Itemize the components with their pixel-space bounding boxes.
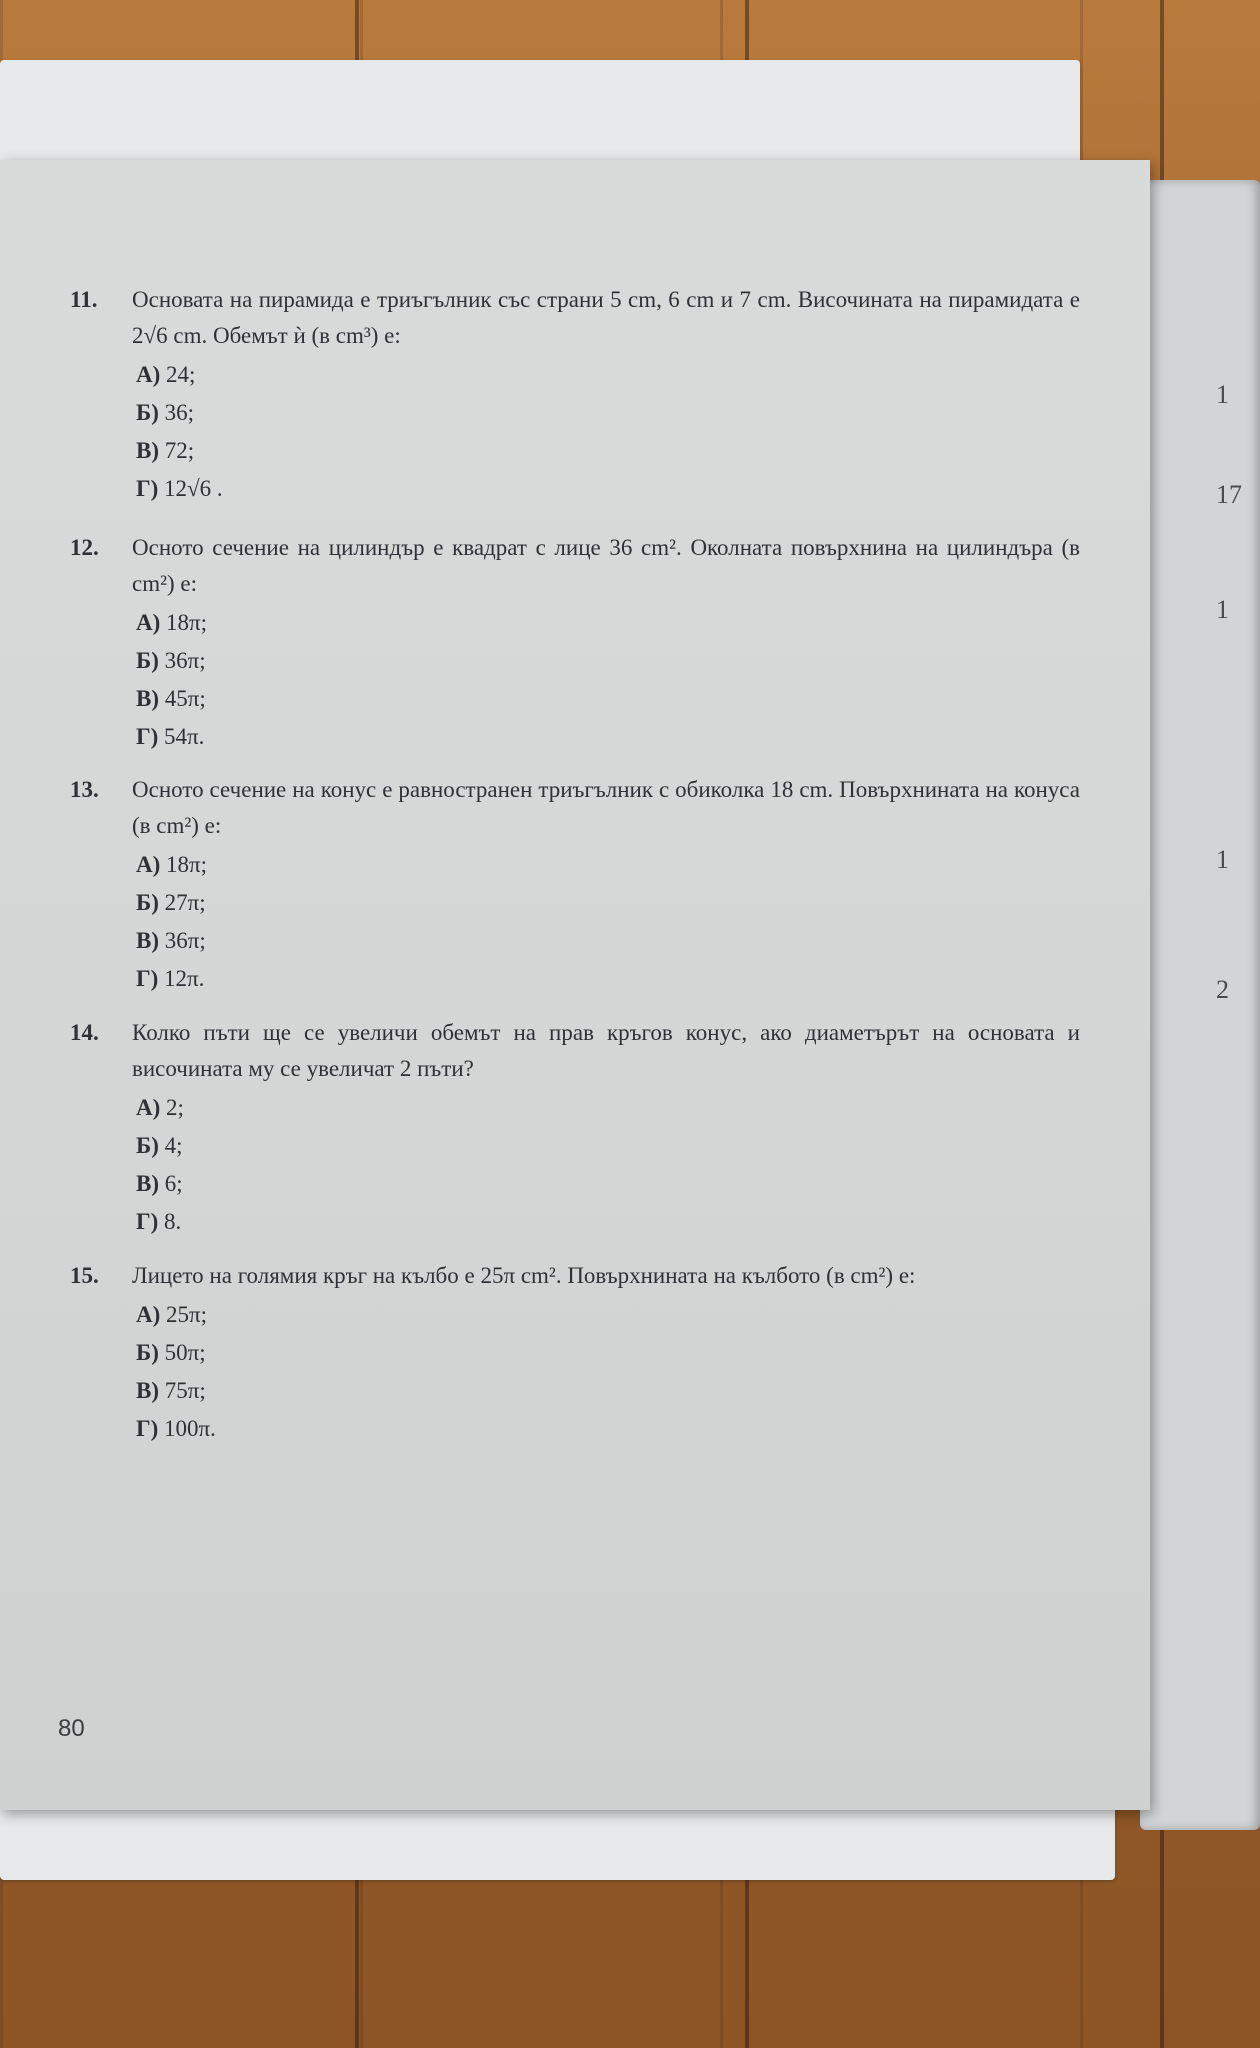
option-value: 45π; <box>164 686 206 711</box>
option-value: 27π; <box>164 890 206 915</box>
edge-number: 1 <box>1216 595 1229 624</box>
option-letter: А) <box>136 852 161 877</box>
option-letter: А) <box>136 362 161 387</box>
option-value: 75π; <box>164 1378 206 1403</box>
option-value: 36π; <box>164 928 206 953</box>
page-number: 80 <box>58 1715 85 1742</box>
answer-option <box>136 472 1080 506</box>
question-number: 15. <box>70 1263 99 1288</box>
answer-option <box>136 1336 1080 1370</box>
edge-number: 17 <box>1216 480 1242 509</box>
option-letter: Г) <box>136 966 159 991</box>
answer-option <box>136 720 1080 754</box>
answer-option <box>136 848 1080 882</box>
option-letter: А) <box>136 1095 161 1120</box>
option-value: 24; <box>166 362 196 387</box>
option-letter: В) <box>136 1171 159 1196</box>
question-text: Осното сечение на конус е равностранен триъгълник с обиколка 18 cm. Повърхнината на конуса (в cm²) е: <box>132 777 1080 838</box>
question-number: 12. <box>70 535 99 560</box>
edge-number: 1 <box>1216 380 1229 409</box>
question-text: Лицето на голямия кръг на кълбо е 25π cm². Повърхнината на кълбото (в cm²) е: <box>132 1263 916 1288</box>
question <box>70 1258 1080 1446</box>
option-value: 54π. <box>164 724 205 749</box>
edge-number: 1 <box>1216 845 1229 874</box>
answer-option <box>136 358 1080 392</box>
option-value: 12√6 . <box>164 476 223 501</box>
answer-option <box>136 1374 1080 1408</box>
answer-option <box>136 1091 1080 1125</box>
question-number: 13. <box>70 777 99 802</box>
question <box>70 282 1080 506</box>
question-number: 14. <box>70 1020 99 1045</box>
option-value: 72; <box>164 438 195 463</box>
sheet-under <box>0 60 1080 170</box>
option-letter: Г) <box>136 724 159 749</box>
answer-option <box>136 396 1080 430</box>
option-value: 100π. <box>164 1416 216 1441</box>
option-letter: В) <box>136 686 159 711</box>
answer-option <box>136 434 1080 468</box>
right-page-edge <box>1140 180 1260 1830</box>
answer-option <box>136 644 1080 678</box>
option-letter: Г) <box>136 1416 159 1441</box>
option-letter: Б) <box>136 890 159 915</box>
answer-option <box>136 682 1080 716</box>
edge-number: 2 <box>1216 975 1229 1004</box>
option-value: 6; <box>164 1171 183 1196</box>
book-page <box>0 160 1150 1810</box>
question <box>70 1015 1080 1239</box>
question <box>70 530 1080 754</box>
option-value: 50π; <box>164 1340 206 1365</box>
option-value: 4; <box>164 1133 183 1158</box>
option-letter: Г) <box>136 476 159 501</box>
answer-option <box>136 886 1080 920</box>
option-value: 36; <box>164 400 195 425</box>
question-text: Основата на пирамида е триъгълник със страни 5 cm, 6 cm и 7 cm. Височината на пирамидата е 2√6 cm. Обемът ѝ (в cm³) е: <box>132 287 1080 348</box>
option-letter: Б) <box>136 1340 159 1365</box>
option-letter: Г) <box>136 1209 159 1234</box>
answer-option <box>136 1129 1080 1163</box>
option-letter: А) <box>136 610 161 635</box>
option-letter: В) <box>136 928 159 953</box>
answer-option <box>136 962 1080 996</box>
option-letter: В) <box>136 438 159 463</box>
answer-option <box>136 606 1080 640</box>
option-value: 8. <box>164 1209 182 1234</box>
option-letter: А) <box>136 1302 161 1327</box>
question-text: Колко пъти ще се увеличи обемът на прав кръгов конус, ако диаметърът на основата и височината му се увеличат 2 пъти? <box>132 1020 1080 1081</box>
answer-option <box>136 924 1080 958</box>
option-value: 18π; <box>166 610 208 635</box>
answer-option <box>136 1167 1080 1201</box>
option-letter: В) <box>136 1378 159 1403</box>
option-value: 25π; <box>166 1302 208 1327</box>
question <box>70 772 1080 996</box>
answer-option <box>136 1298 1080 1332</box>
answer-option <box>136 1205 1080 1239</box>
question-text: Осното сечение на цилиндър е квадрат с лице 36 cm². Околната повърхнина на цилиндъра (в cm²) е: <box>132 535 1080 596</box>
option-value: 2; <box>166 1095 184 1120</box>
option-value: 36π; <box>164 648 206 673</box>
option-letter: Б) <box>136 648 159 673</box>
option-letter: Б) <box>136 400 159 425</box>
option-value: 18π; <box>166 852 208 877</box>
question-number: 11. <box>70 287 98 312</box>
option-letter: Б) <box>136 1133 159 1158</box>
option-value: 12π. <box>164 966 205 991</box>
answer-option <box>136 1412 1080 1446</box>
